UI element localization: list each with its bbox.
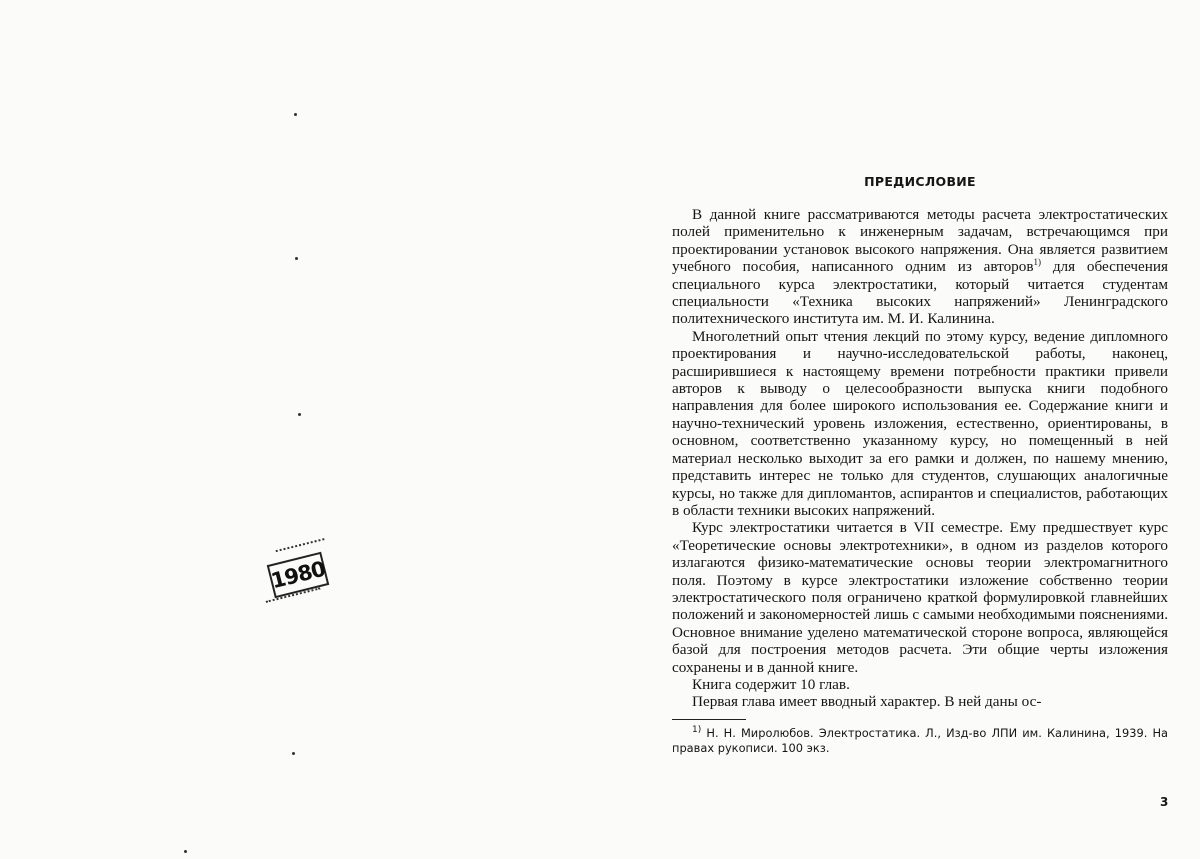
footnote-ref: 1) (1033, 257, 1042, 268)
paragraph: Многолетний опыт чтения лекций по этому курсу, ведение дипломного проектирования и научно-исследовательской работы, наконец, расширившиеся к настоящему времени потребности практики привели авторов к выводу о целесообразности выпуска книги подобного направления для более широкого использования ее. Содержание книги и научно-технический уровень изложения, естественно, ориентированы, в основном, соответственно указанному курсу, но помещенный в ней материал несколько выходит за его рамки и должен, по нашему мнению, представить интерес не только для студентов, слушающих аналогичные курсы, но также для дипломантов, аспирантов и специалистов, работающих в области техники высоких напряжений. (672, 327, 1168, 519)
scan-speck (295, 257, 298, 260)
page-title: ПРЕДИСЛОВИЕ (864, 174, 976, 189)
page-number: 3 (1160, 795, 1169, 809)
footnote-divider (672, 719, 746, 720)
footnote (672, 726, 1168, 756)
stamp-year: 1980 (268, 556, 328, 594)
preface-page (672, 168, 1168, 756)
footnote-marker: 1) (692, 724, 702, 735)
paragraph-text: В данной книге рассматриваются методы расчета электростатических полей применительно к инженерным задачам, встречающимся при проектировании установок высокого напряжения. Она является развитием учебного пособия, написанного одним из авторов (672, 206, 1168, 276)
paragraph-text-continued: для обеспечения специального курса электростатики, который читается студентам специальности «Техника высоких напряжений» Ленинградского политехнического института им. М. И. Калинина. (672, 258, 1168, 328)
scan-speck (298, 413, 301, 416)
scan-speck (292, 752, 295, 755)
paragraph: Книга содержит 10 глав. (692, 675, 850, 693)
scan-speck (184, 850, 187, 853)
footnote-text: Н. Н. Миролюбов. Электростатика. Л., Изд-во ЛПИ им. Калинина, 1939. На правах рукописи. 100 экз. (672, 725, 1169, 755)
paragraph: Первая глава имеет вводный характер. В ней даны ос- (692, 693, 1042, 711)
scan-speck (294, 113, 297, 116)
paragraph: Курс электростатики читается в VII семестре. Ему предшествует курс «Теоретические основы электротехники», в одном из разделов которого излагаются физико-математические основы теории электромагнитного поля. Поэтому в курсе электростатики изложение собственно теории электростатического поля ограничено краткой формулировкой главнейших положений и закономерностей лишь с самыми необходимыми пояснениями. Основное внимание уделено математической стороне вопроса, являющейся базой для построения методов расчета. Эти общие черты изложения сохранены и в данной книге. (672, 519, 1168, 676)
paragraph (672, 206, 1168, 328)
library-stamp (262, 540, 336, 608)
